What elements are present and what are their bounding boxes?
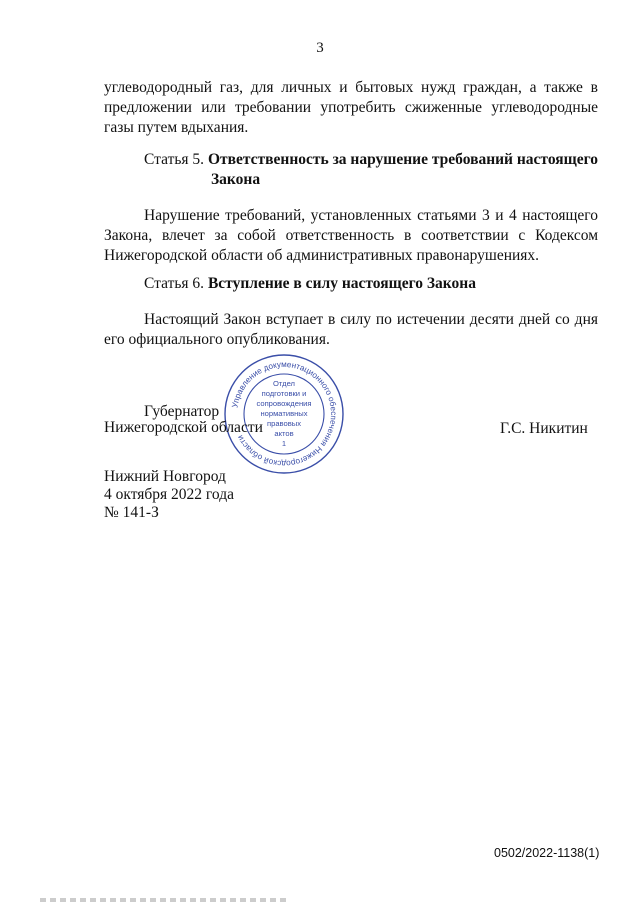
scan-artifact — [40, 898, 290, 902]
place-date-block — [104, 468, 234, 522]
signature-title-line1: Губернатор — [144, 403, 220, 420]
date: 4 октября 2022 года — [104, 486, 234, 503]
paragraph-line: газы путем вдыхания. — [104, 119, 249, 136]
paragraph-line: Настоящий Закон вступает в силу по истечении десяти дней со дня — [144, 311, 598, 328]
signature-name: Г.С. Никитин — [500, 420, 588, 437]
document-code: 0502/2022-1138(1) — [494, 846, 600, 860]
article5-body — [104, 206, 598, 266]
article6-heading — [144, 274, 476, 294]
article5-heading-cont — [211, 170, 260, 190]
official-stamp — [222, 352, 346, 476]
stamp-center-line: актов — [274, 429, 294, 438]
stamp-center-line: правовых — [266, 419, 302, 428]
article6-body — [104, 310, 598, 350]
stamp-ring-text: Управление документационного обеспечения Нижегородской области — [230, 359, 339, 469]
stamp-center-line: 1 — [281, 439, 287, 448]
article6-label: Статья 6. — [144, 275, 205, 292]
paragraph-line: предложении или требовании употребить сжиженные углеводородные — [104, 99, 598, 116]
paragraph-line: углеводородный газ, для личных и бытовых нужд граждан, а также в — [104, 79, 598, 96]
article5-heading — [144, 150, 598, 170]
paragraph-line: Нарушение требований, установленных статьями 3 и 4 настоящего — [144, 207, 598, 224]
article5-label: Статья 5. — [144, 151, 205, 168]
law-number: № 141-З — [104, 504, 159, 521]
continuation-paragraph — [104, 78, 598, 138]
stamp-center-line: сопровождения — [256, 399, 312, 408]
city: Нижний Новгород — [104, 468, 226, 485]
paragraph-line: Нижегородской области об административных правонарушениях. — [104, 247, 540, 264]
article5-title-line1: Ответственность за нарушение требований настоящего — [207, 151, 599, 168]
article6-title: Вступление в силу настоящего Закона — [207, 275, 476, 292]
stamp-center-line: подготовки и — [261, 389, 307, 398]
signature-title-line2: Нижегородской области — [104, 419, 263, 436]
stamp-center-line: Отдел — [273, 379, 295, 388]
paragraph-line: Закона, влечет за собой ответственность в соответствии с Кодексом — [104, 227, 598, 244]
article5-title-line2: Закона — [211, 171, 261, 188]
paragraph-line: его официального опубликования. — [104, 331, 330, 348]
stamp-center-line: нормативных — [260, 409, 308, 418]
page-number: 3 — [316, 40, 324, 56]
